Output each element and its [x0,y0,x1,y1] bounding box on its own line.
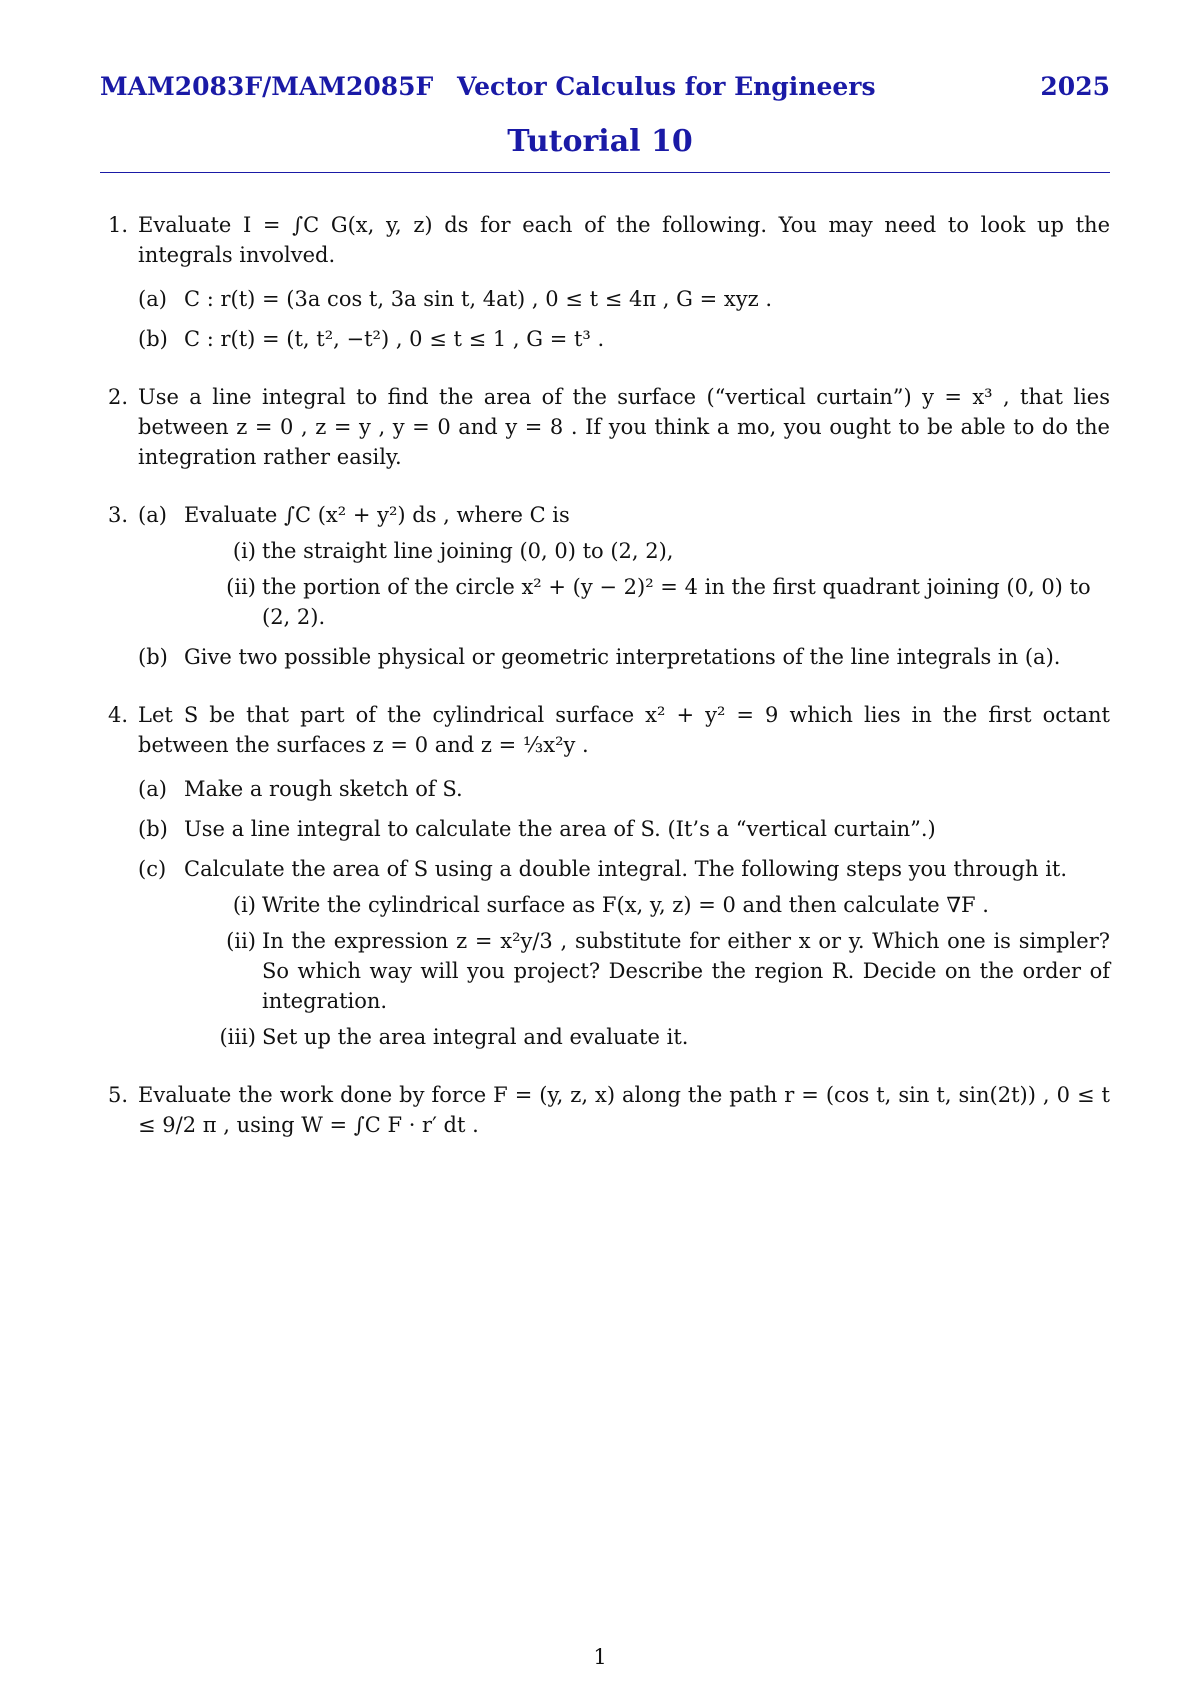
question-text: Use a line integral to find the area of the surface (“vertical curtain”) y = x³ , that lies between z = 0 , z = y , y = 0 and y = 8 . If you think a mo, you ought to be able to do the integration rather easily. [138,385,1110,469]
subquestion-label: (a) [138,777,167,801]
course-year: 2025 [1040,72,1110,101]
header-rule [100,172,1110,173]
question-2 [100,382,1110,472]
subquestion-label: (a) [138,503,167,527]
subquestion-label: (a) [138,287,167,311]
subquestion-text: Give two possible physical or geometric interpretations of the line integrals in (a). [184,645,1061,669]
question-number: 2. [108,385,129,409]
subquestion-label: (b) [138,645,168,669]
question-1 [100,210,1110,354]
tutorial-questions [100,210,1110,1168]
question-text: Evaluate the work done by force F = (y, z, x) along the path r = (cos t, sin t, sin(2t)) , 0 ≤ t ≤ 9/2 π , using W = ∫C F · r′ dt . [138,1083,1110,1137]
subquestion-4c-i [222,890,1110,920]
subquestion-text: C : r(t) = (t, t², −t²) , 0 ≤ t ≤ 1 , G = t³ . [184,327,605,351]
subquestion-label: (c) [138,857,167,881]
subquestion-3a [138,500,1110,632]
subquestion-4c-iii [219,1022,1110,1052]
page-header [100,72,1110,112]
subquestion-3a-i [222,536,1110,566]
page-number: 1 [593,1645,607,1669]
subquestion-label: (i) [232,893,256,917]
subquestion-text: Write the cylindrical surface as F(x, y, z) = 0 and then calculate ∇F . [262,893,989,917]
course-subject: Vector Calculus for Engineers [457,72,876,101]
course-code: MAM2083F/MAM2085F [100,72,434,101]
question-3 [100,500,1110,672]
subquestion-text: the straight line joining (0, 0) to (2, 2), [262,539,674,563]
subquestion-1b [138,324,1110,354]
subquestion-3b [138,642,1110,672]
question-number: 5. [108,1083,129,1107]
question-text: Evaluate I = ∫C G(x, y, z) ds for each of the following. You may need to look up the integrals involved. [138,213,1110,267]
question-5 [100,1080,1110,1140]
subquestion-label: (ii) [226,929,256,953]
subquestion-text: Use a line integral to calculate the area of S. (It’s a “vertical curtain”.) [184,817,936,841]
question-text: Let S be that part of the cylindrical surface x² + y² = 9 which lies in the first octant between the surfaces z = 0 and z = ⅓x²y . [138,703,1110,757]
subquestion-4c [138,854,1110,1052]
subquestion-text: Set up the area integral and evaluate it. [262,1025,689,1049]
subquestion-4b [138,814,1110,844]
question-number: 3. [108,503,129,527]
subquestion-text: In the expression z = x²y/3 , substitute for either x or y. Which one is simpler? So which way will you project? Describe the region R. Decide on the order of integration. [262,929,1110,1013]
question-number: 1. [108,213,129,237]
question-4 [100,700,1110,1052]
subquestion-label: (i) [232,539,256,563]
subquestion-label: (ii) [226,575,256,599]
subquestion-4c-ii [222,926,1110,1016]
subquestion-label: (iii) [219,1025,256,1049]
subquestion-3a-ii [222,572,1110,632]
subquestion-label: (b) [138,327,168,351]
page-title: Tutorial 10 [507,124,693,159]
subquestion-text: C : r(t) = (3a cos t, 3a sin t, 4at) , 0 ≤ t ≤ 4π , G = xyz . [184,287,772,311]
question-number: 4. [108,703,129,727]
subquestion-label: (b) [138,817,168,841]
subquestion-text: the portion of the circle x² + (y − 2)² = 4 in the first quadrant joining (0, 0) to (2, 2). [262,575,1091,629]
subquestion-text: Calculate the area of S using a double integral. The following steps you through it. [184,857,1068,881]
subquestion-4a [138,774,1110,804]
subquestion-1a [138,284,1110,314]
subquestion-text: Evaluate ∫C (x² + y²) ds , where C is [184,503,570,527]
subquestion-text: Make a rough sketch of S. [184,777,463,801]
